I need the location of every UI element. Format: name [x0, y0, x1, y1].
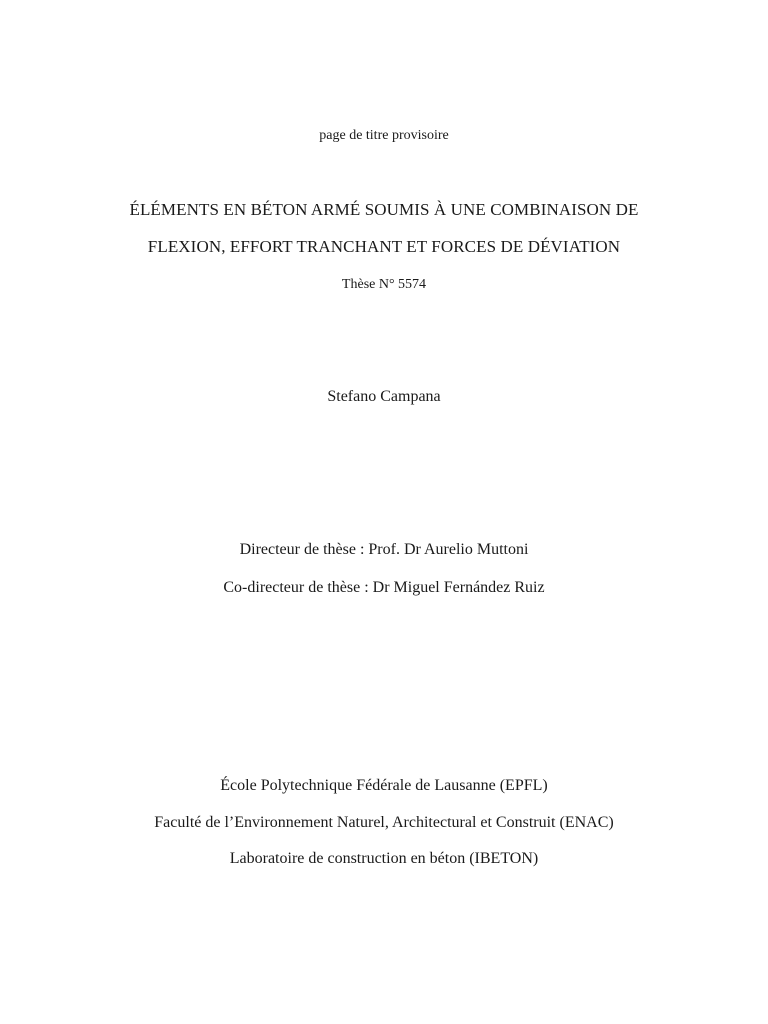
provisional-title-label: page de titre provisoire: [319, 128, 449, 143]
faculty-name: Faculté de l’Environnement Naturel, Architectural et Construit (ENAC): [154, 814, 614, 831]
thesis-number: Thèse N° 5574: [341, 277, 427, 292]
institution-name: École Polytechnique Fédérale de Lausanne (EPFL): [220, 777, 548, 794]
thesis-title-line-2: FLEXION, EFFORT TRANCHANT ET FORCES DE DÉVIATION: [147, 237, 621, 256]
thesis-director: Directeur de thèse : Prof. Dr Aurelio Muttoni: [239, 541, 529, 558]
author-name: Stefano Campana: [327, 388, 441, 405]
thesis-title-line-1: ÉLÉMENTS EN BÉTON ARMÉ SOUMIS À UNE COMBINAISON DE: [129, 200, 639, 219]
thesis-co-director: Co-directeur de thèse : Dr Miguel Fernández Ruiz: [223, 579, 545, 596]
laboratory-name: Laboratoire de construction en béton (IBETON): [229, 850, 539, 867]
